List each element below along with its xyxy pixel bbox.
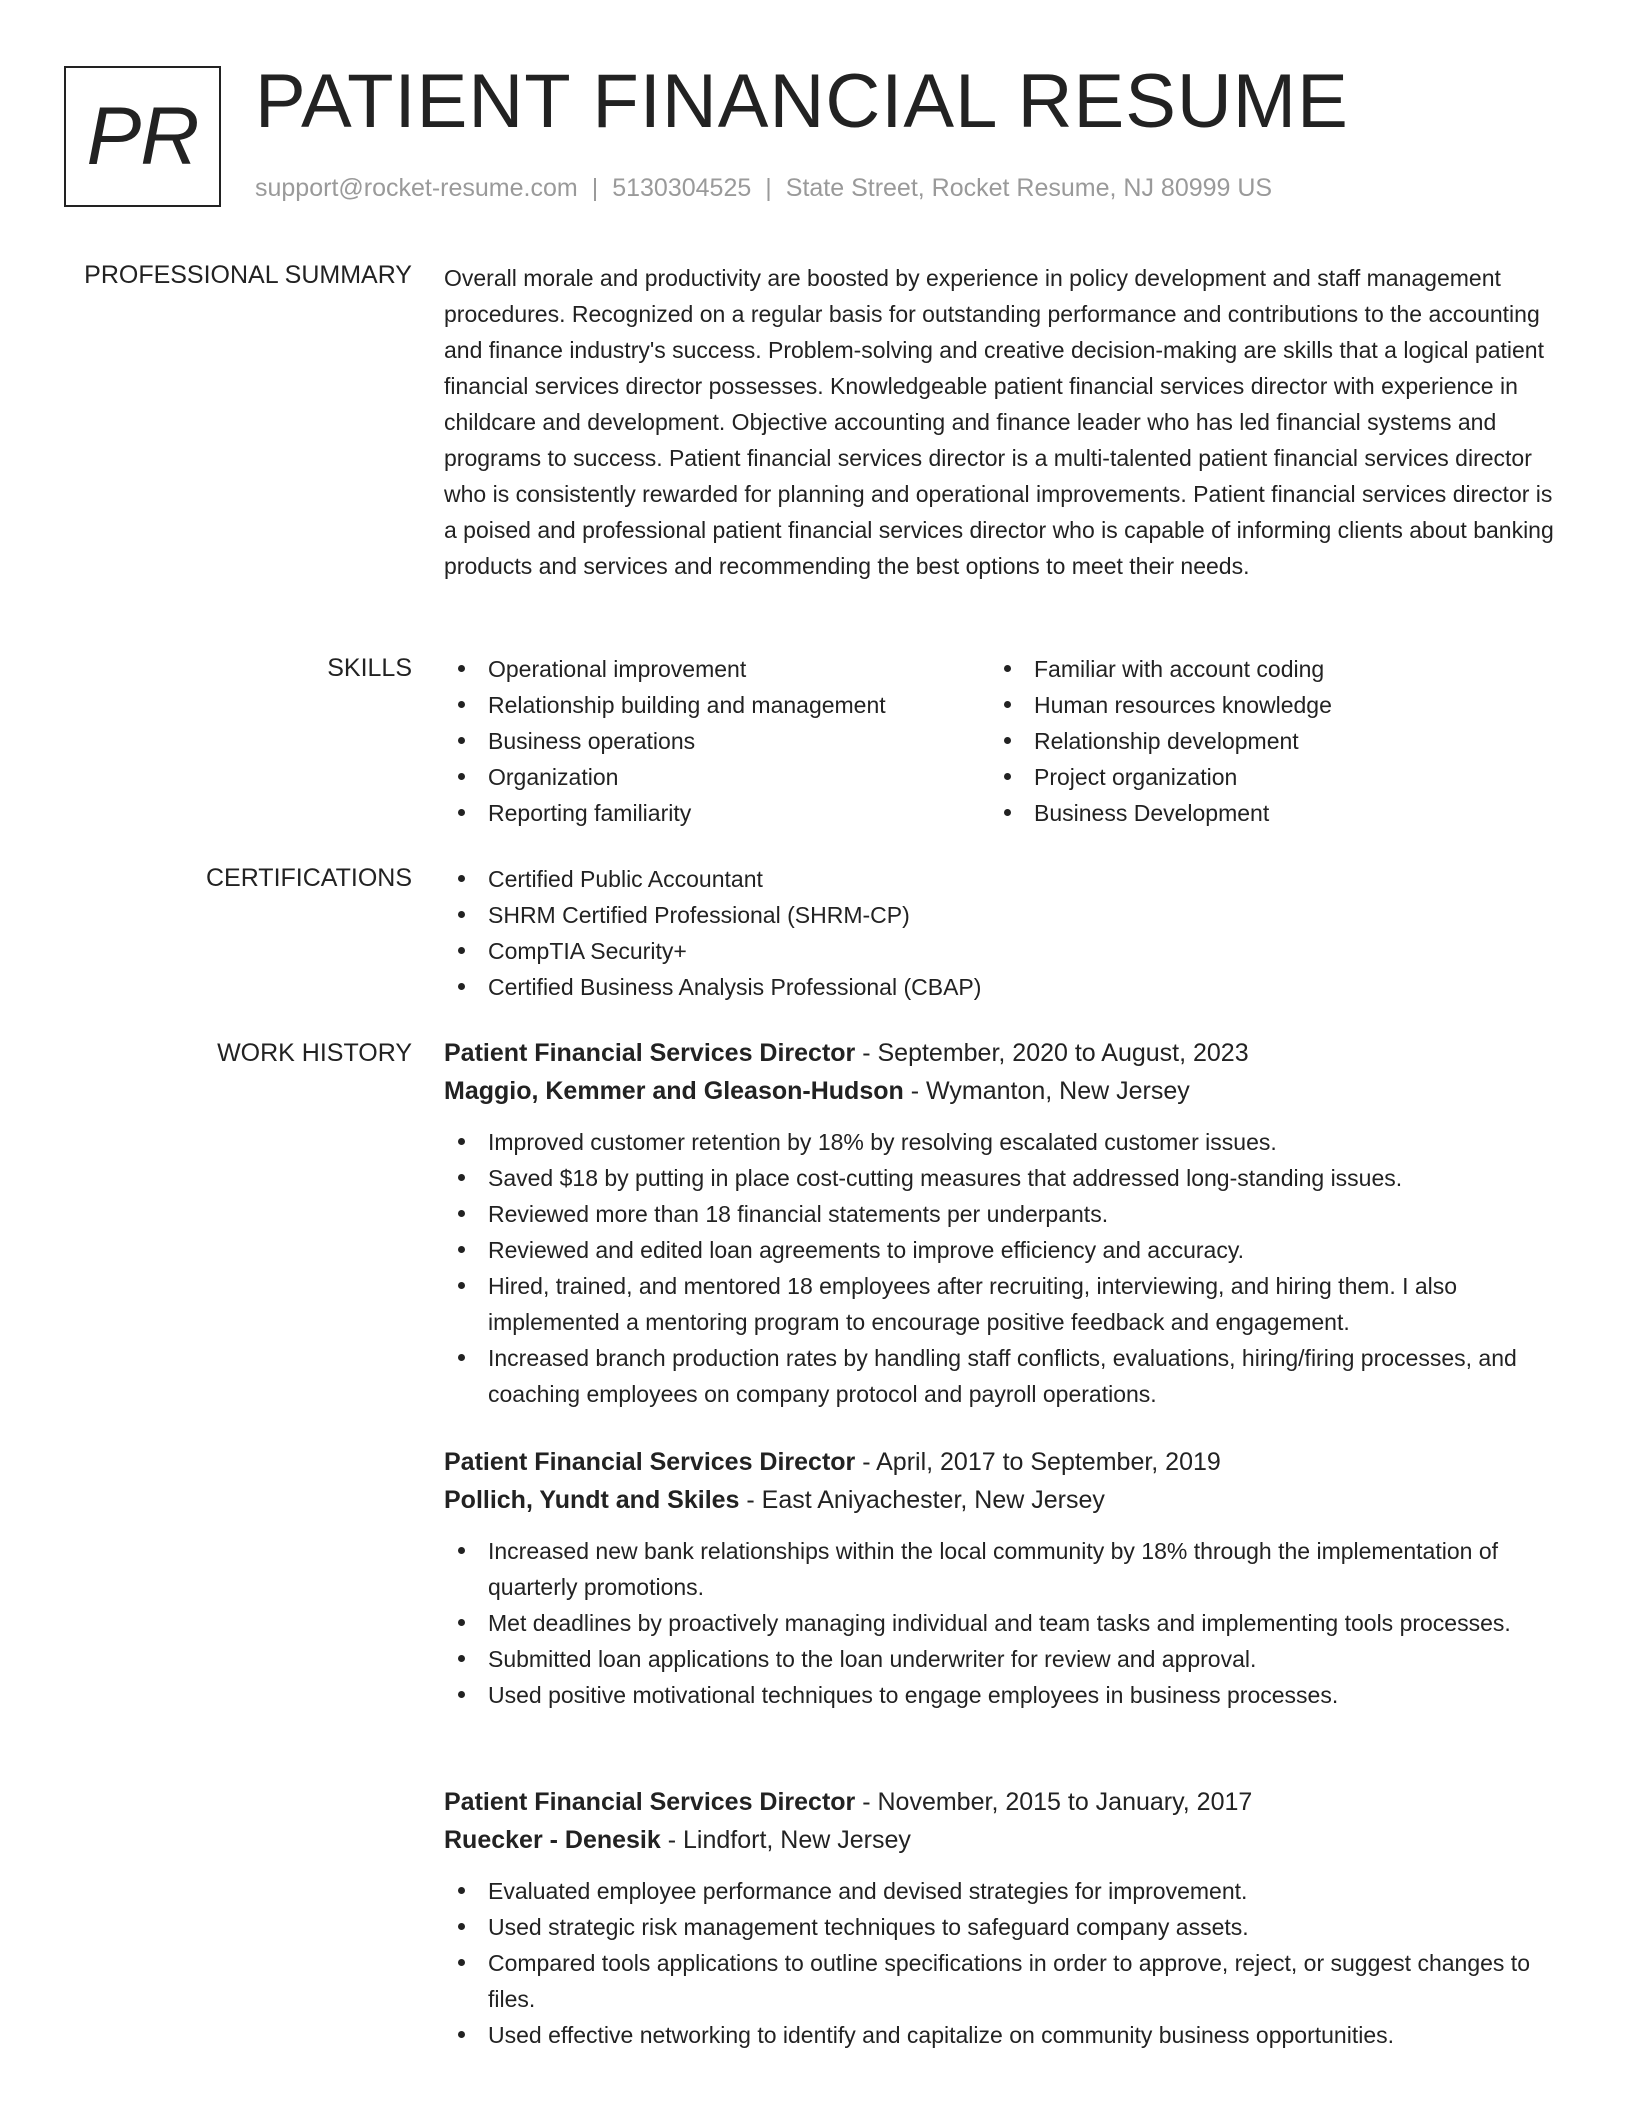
contact-separator: | [765, 174, 772, 202]
job-bullet: Reviewed more than 18 financial statements per underpants. [444, 1196, 1560, 1232]
page-title: PATIENT FINANCIAL RESUME [255, 59, 1349, 144]
contact-address: State Street, Rocket Resume, NJ 80999 US [785, 174, 1273, 202]
job-entry [444, 1034, 1560, 1412]
job-bullets [444, 1533, 1560, 1713]
job-entry [444, 1783, 1560, 2053]
job-title: Patient Financial Services Director [444, 1039, 856, 1067]
job-location: - East Aniyachester, New Jersey [739, 1486, 1105, 1514]
skill-item: Relationship building and management [444, 687, 990, 723]
skill-item: Project organization [990, 759, 1536, 795]
job-bullet: Improved customer retention by 18% by resolving escalated customer issues. [444, 1124, 1560, 1160]
job-bullet: Compared tools applications to outline specifications in order to approve, reject, or suggest changes to files. [444, 1945, 1560, 2017]
section-heading-certifications: CERTIFICATIONS [205, 864, 412, 892]
certification-item: SHRM Certified Professional (SHRM-CP) [444, 897, 1560, 933]
certifications-list [444, 861, 1560, 1005]
job-bullet: Saved $18 by putting in place cost-cutting measures that addressed long-standing issues. [444, 1160, 1560, 1196]
skill-item: Business operations [444, 723, 990, 759]
job-company-line [444, 1821, 1560, 1859]
job-bullet: Used strategic risk management techniques to safeguard company assets. [444, 1909, 1560, 1945]
job-company: Ruecker - Denesik [444, 1826, 661, 1854]
job-title: Patient Financial Services Director [444, 1448, 856, 1476]
skills-column-right [990, 651, 1536, 831]
job-bullet: Increased branch production rates by handling staff conflicts, evaluations, hiring/firing processes, and coaching employees on company protocol and payroll operations. [444, 1340, 1560, 1412]
job-entry [444, 1443, 1560, 1713]
job-bullet: Met deadlines by proactively managing individual and team tasks and implementing tools processes. [444, 1605, 1560, 1641]
contact-separator: | [591, 174, 599, 202]
section-heading-skills: SKILLS [327, 654, 412, 682]
contact-phone: 5130304525 [612, 174, 752, 202]
job-company-line [444, 1481, 1560, 1519]
job-bullet: Evaluated employee performance and devised strategies for improvement. [444, 1873, 1560, 1909]
job-title-line [444, 1034, 1560, 1072]
certifications-list-wrap [444, 861, 1560, 1005]
certification-item: CompTIA Security+ [444, 933, 1560, 969]
job-location: - Lindfort, New Jersey [660, 1826, 911, 1854]
skill-item: Human resources knowledge [990, 687, 1536, 723]
section-heading-work-history: WORK HISTORY [217, 1039, 412, 1067]
job-bullet: Reviewed and edited loan agreements to improve efficiency and accuracy. [444, 1232, 1560, 1268]
skill-item: Business Development [990, 795, 1536, 831]
section-heading-summary: PROFESSIONAL SUMMARY [84, 261, 412, 289]
job-title: Patient Financial Services Director [444, 1788, 856, 1816]
contact-email: support@rocket-resume.com [255, 174, 578, 202]
job-bullet: Submitted loan applications to the loan underwriter for review and approval. [444, 1641, 1560, 1677]
job-dates: - September, 2020 to August, 2023 [855, 1039, 1249, 1067]
job-company: Maggio, Kemmer and Gleason-Hudson [444, 1077, 904, 1105]
skill-item: Reporting familiarity [444, 795, 990, 831]
job-location: - Wymanton, New Jersey [903, 1077, 1190, 1105]
job-dates: - November, 2015 to January, 2017 [855, 1788, 1253, 1816]
job-bullets [444, 1124, 1560, 1412]
job-bullets [444, 1873, 1560, 2053]
job-dates: - April, 2017 to September, 2019 [855, 1448, 1221, 1476]
skills-list [444, 651, 1560, 831]
skill-item: Relationship development [990, 723, 1536, 759]
job-bullet: Used effective networking to identify and capitalize on community business opportunities. [444, 2017, 1560, 2053]
certification-item: Certified Business Analysis Professional (CBAP) [444, 969, 1560, 1005]
skill-item: Operational improvement [444, 651, 990, 687]
job-company: Pollich, Yundt and Skiles [444, 1486, 740, 1514]
job-company-line [444, 1072, 1560, 1110]
job-bullet: Increased new bank relationships within the local community by 18% through the implementation of quarterly promotions. [444, 1533, 1560, 1605]
job-title-line [444, 1443, 1560, 1481]
contact-line [255, 174, 1272, 203]
certification-item: Certified Public Accountant [444, 861, 1560, 897]
skill-item: Organization [444, 759, 990, 795]
job-bullet: Hired, trained, and mentored 18 employees after recruiting, interviewing, and hiring them. I also implemented a mentoring program to encourage positive feedback and engagement. [444, 1268, 1560, 1340]
skill-item: Familiar with account coding [990, 651, 1536, 687]
skills-column-left [444, 651, 990, 831]
job-title-line [444, 1783, 1560, 1821]
job-bullet: Used positive motivational techniques to engage employees in business processes. [444, 1677, 1560, 1713]
monogram-logo: PR [64, 66, 221, 207]
summary-text: Overall morale and productivity are boosted by experience in policy development and staff management procedures. Recognized on a regular basis for outstanding performance and contributions to the accounting and finance industry's success. Problem-solving and creative decision-making are skills that a logical patient financial services director possesses. Knowledgeable patient financial services director with experience in childcare and development. Objective accounting and finance leader who has led financial systems and programs to success. Patient financial services director is a multi-talented patient financial services director who is consistently rewarded for planning and operational improvements. Patient financial services director is a poised and professional patient financial services director who is capable of informing clients about banking products and services and recommending the best options to meet their needs. [444, 265, 1554, 579]
